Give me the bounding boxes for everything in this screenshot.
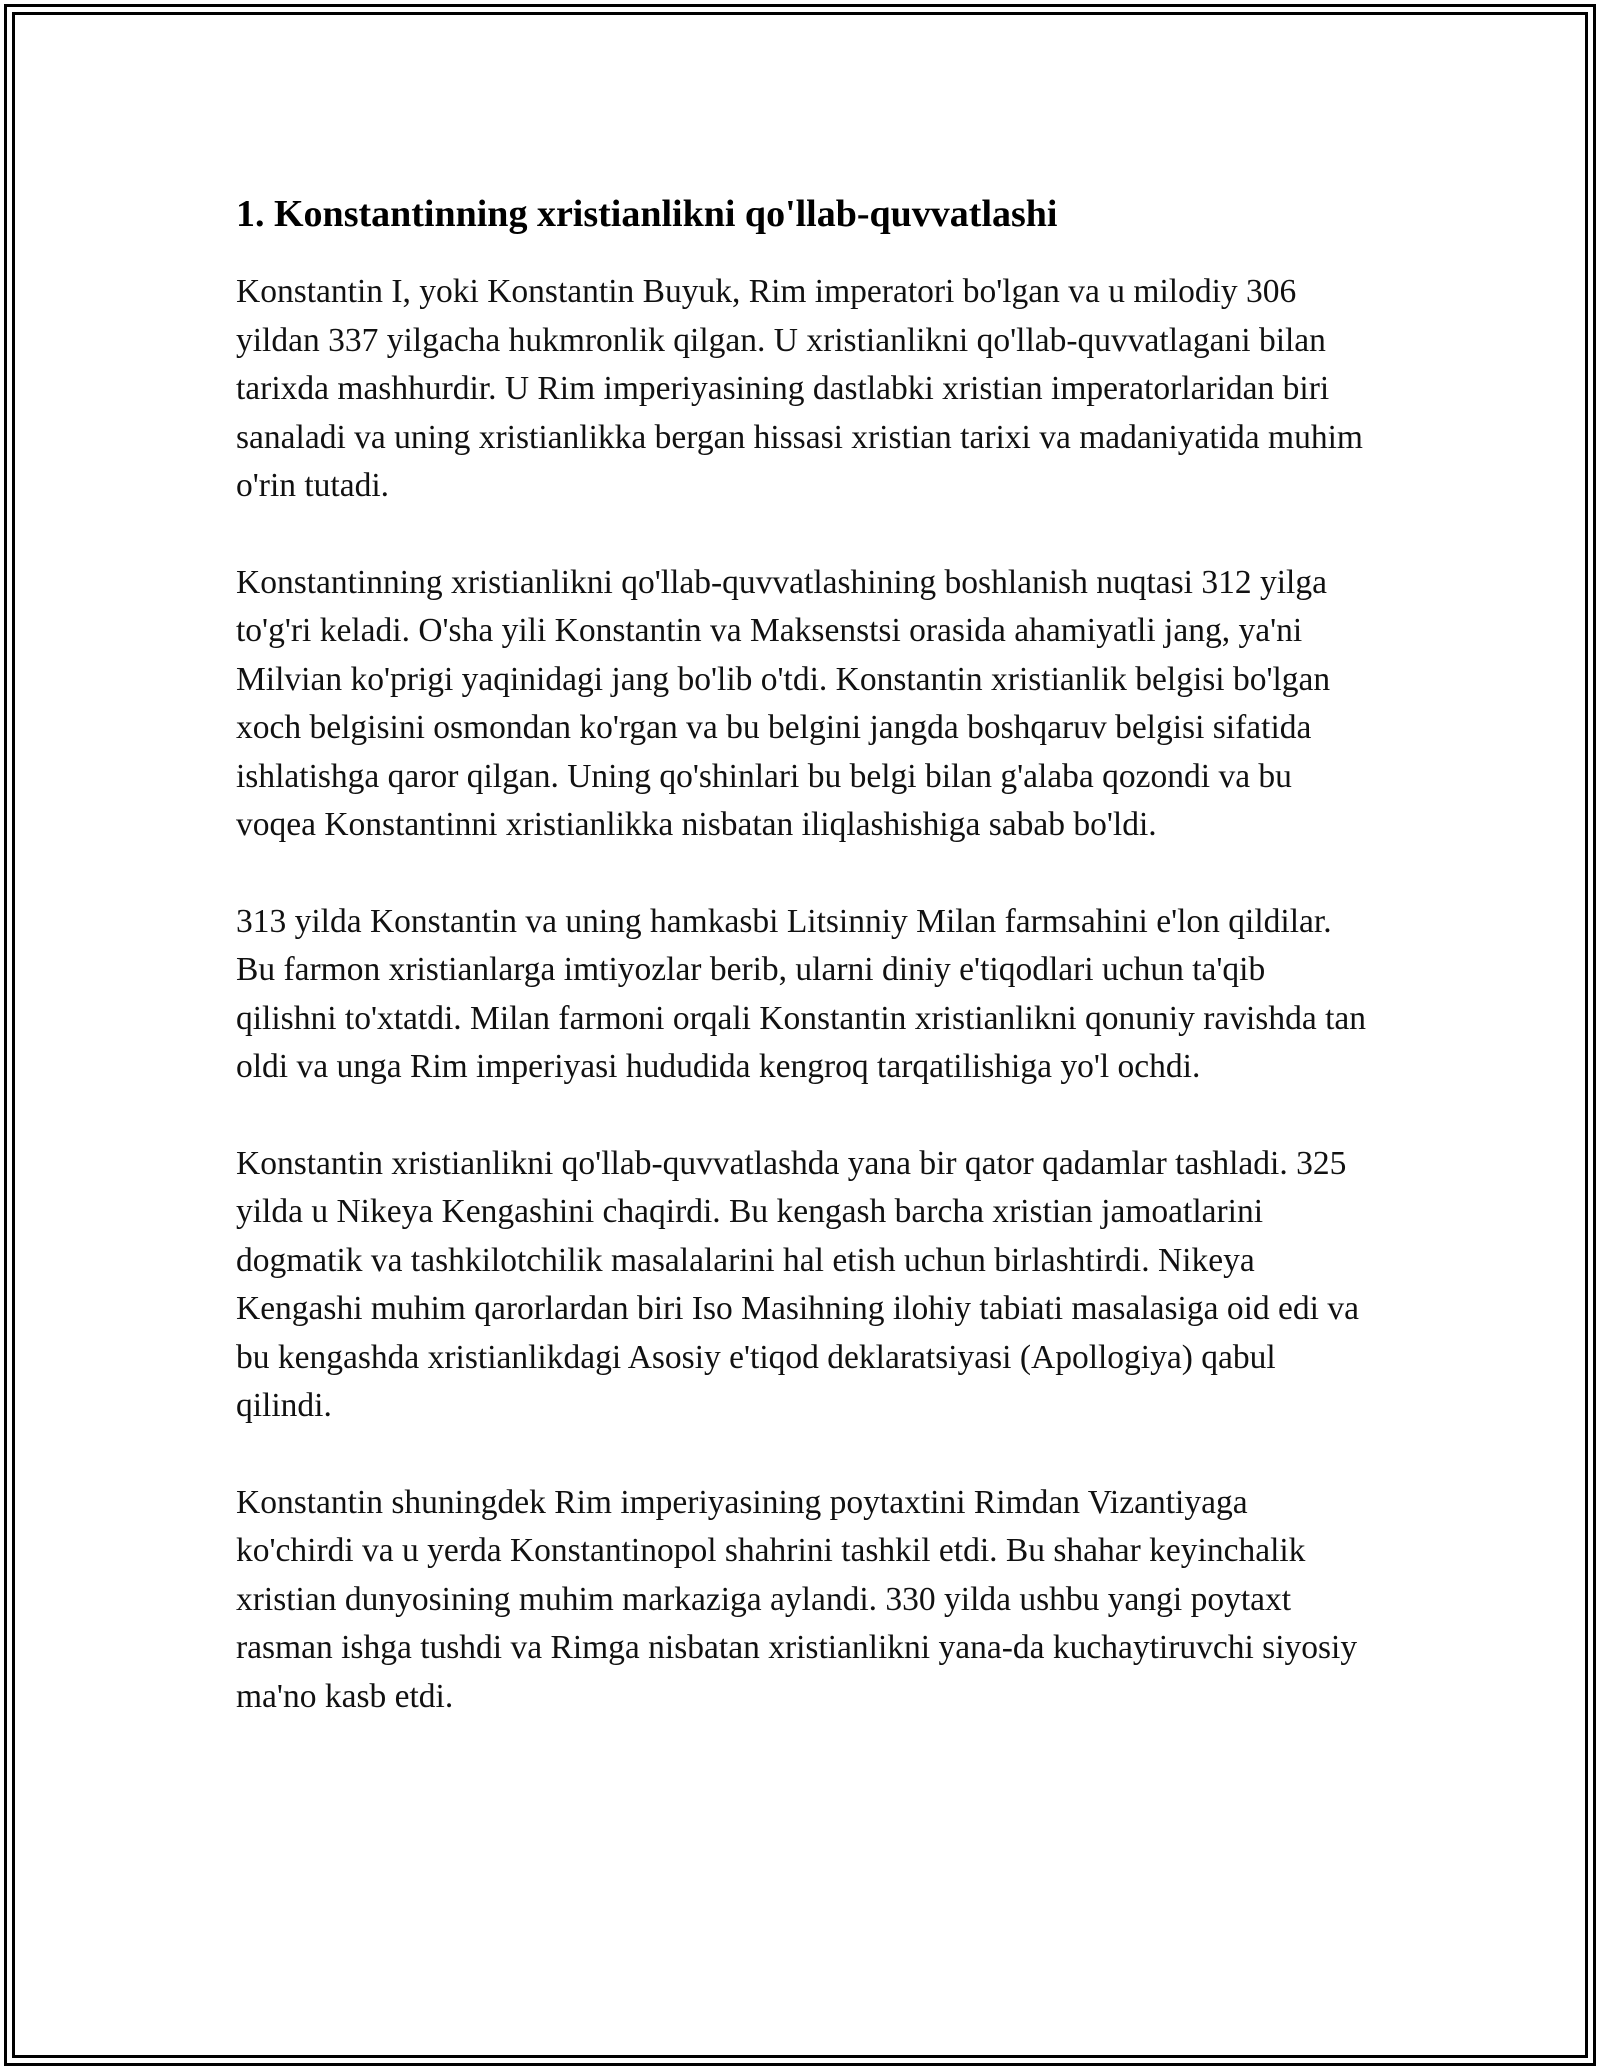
paragraph-5: Konstantin shuningdek Rim imperiyasining poytaxtini Rimdan Vizantiyaga ko'chirdi va u yerda Konstantinopol shahrini tashkil etdi. Bu shahar keyinchalik xristian dunyosining muhim markaziga aylandi. 330 yilda ushbu yangi poytaxt rasman ishga tushdi va Rimga nisbatan xristianlikni yana-da kuchaytiruvchi siyosiy ma'no kasb etdi. — [236, 1483, 1358, 1715]
paragraph-1: Konstantin I, yoki Konstantin Buyuk, Rim imperatori bo'lgan va u milodiy 306 yildan 337 yilgacha hukmronlik qilgan. U xristianlikni qo'llab-quvvatlagani bilan tarixda mashhurdir. U Rim imperiyasining dastlabki xristian imperatorlaridan biri sanaladi va uning xristianlikka bergan hissasi xristian tarixi va madaniyatida muhim o'rin tutadi. — [236, 273, 1363, 504]
document-body — [236, 186, 1366, 1769]
section-title: 1. Konstantinning xristianlikni qo'llab-quvvatlashi — [236, 193, 1058, 235]
paragraph-4: Konstantin xristianlikni qo'llab-quvvatlashda yana bir qator qadamlar tashladi. 325 yilda u Nikeya Kengashini chaqirdi. Bu kengash barcha xristian jamoatlarini dogmatik va tashkilotchilik masalalarini hal etish uchun birlashtirdi. Nikeya Kengashi muhim qarorlardan biri Iso Masihning ilohiy tabiati masalasiga oid edi va bu kengashda xristianlikdagi Asosiy e'tiqod deklaratsiyasi (Apollogiya) qabul qilindi. — [236, 1144, 1359, 1424]
paragraph-2: Konstantinning xristianlikni qo'llab-quvvatlashining boshlanish nuqtasi 312 yilga to'g'ri keladi. O'sha yili Konstantin va Maksenstsi orasida ahamiyatli jang, ya'ni Milvian ko'prigi yaqinidagi jang bo'lib o'tdi. Konstantin xristianlik belgisi bo'lgan xoch belgisini osmondan ko'rgan va bu belgini jangda boshqaruv belgisi sifatida ishlatishga qaror qilgan. Uning qo'shinlari bu belgi bilan g'alaba qozondi va bu voqea Konstantinni xristianlikka nisbatan iliqlashishiga sabab bo'ldi. — [236, 563, 1331, 843]
paragraph-3: 313 yilda Konstantin va uning hamkasbi Litsinniy Milan farmsahini e'lon qildilar. Bu farmon xristianlarga imtiyozlar berib, ularni diniy e'tiqodlari uchun ta'qib qilishni to'xtatdi. Milan farmoni orqali Konstantin xristianlikni qonuniy ravishda tan oldi va unga Rim imperiyasi hududida kengroq tarqatilishiga yo'l ochdi. — [236, 902, 1367, 1085]
